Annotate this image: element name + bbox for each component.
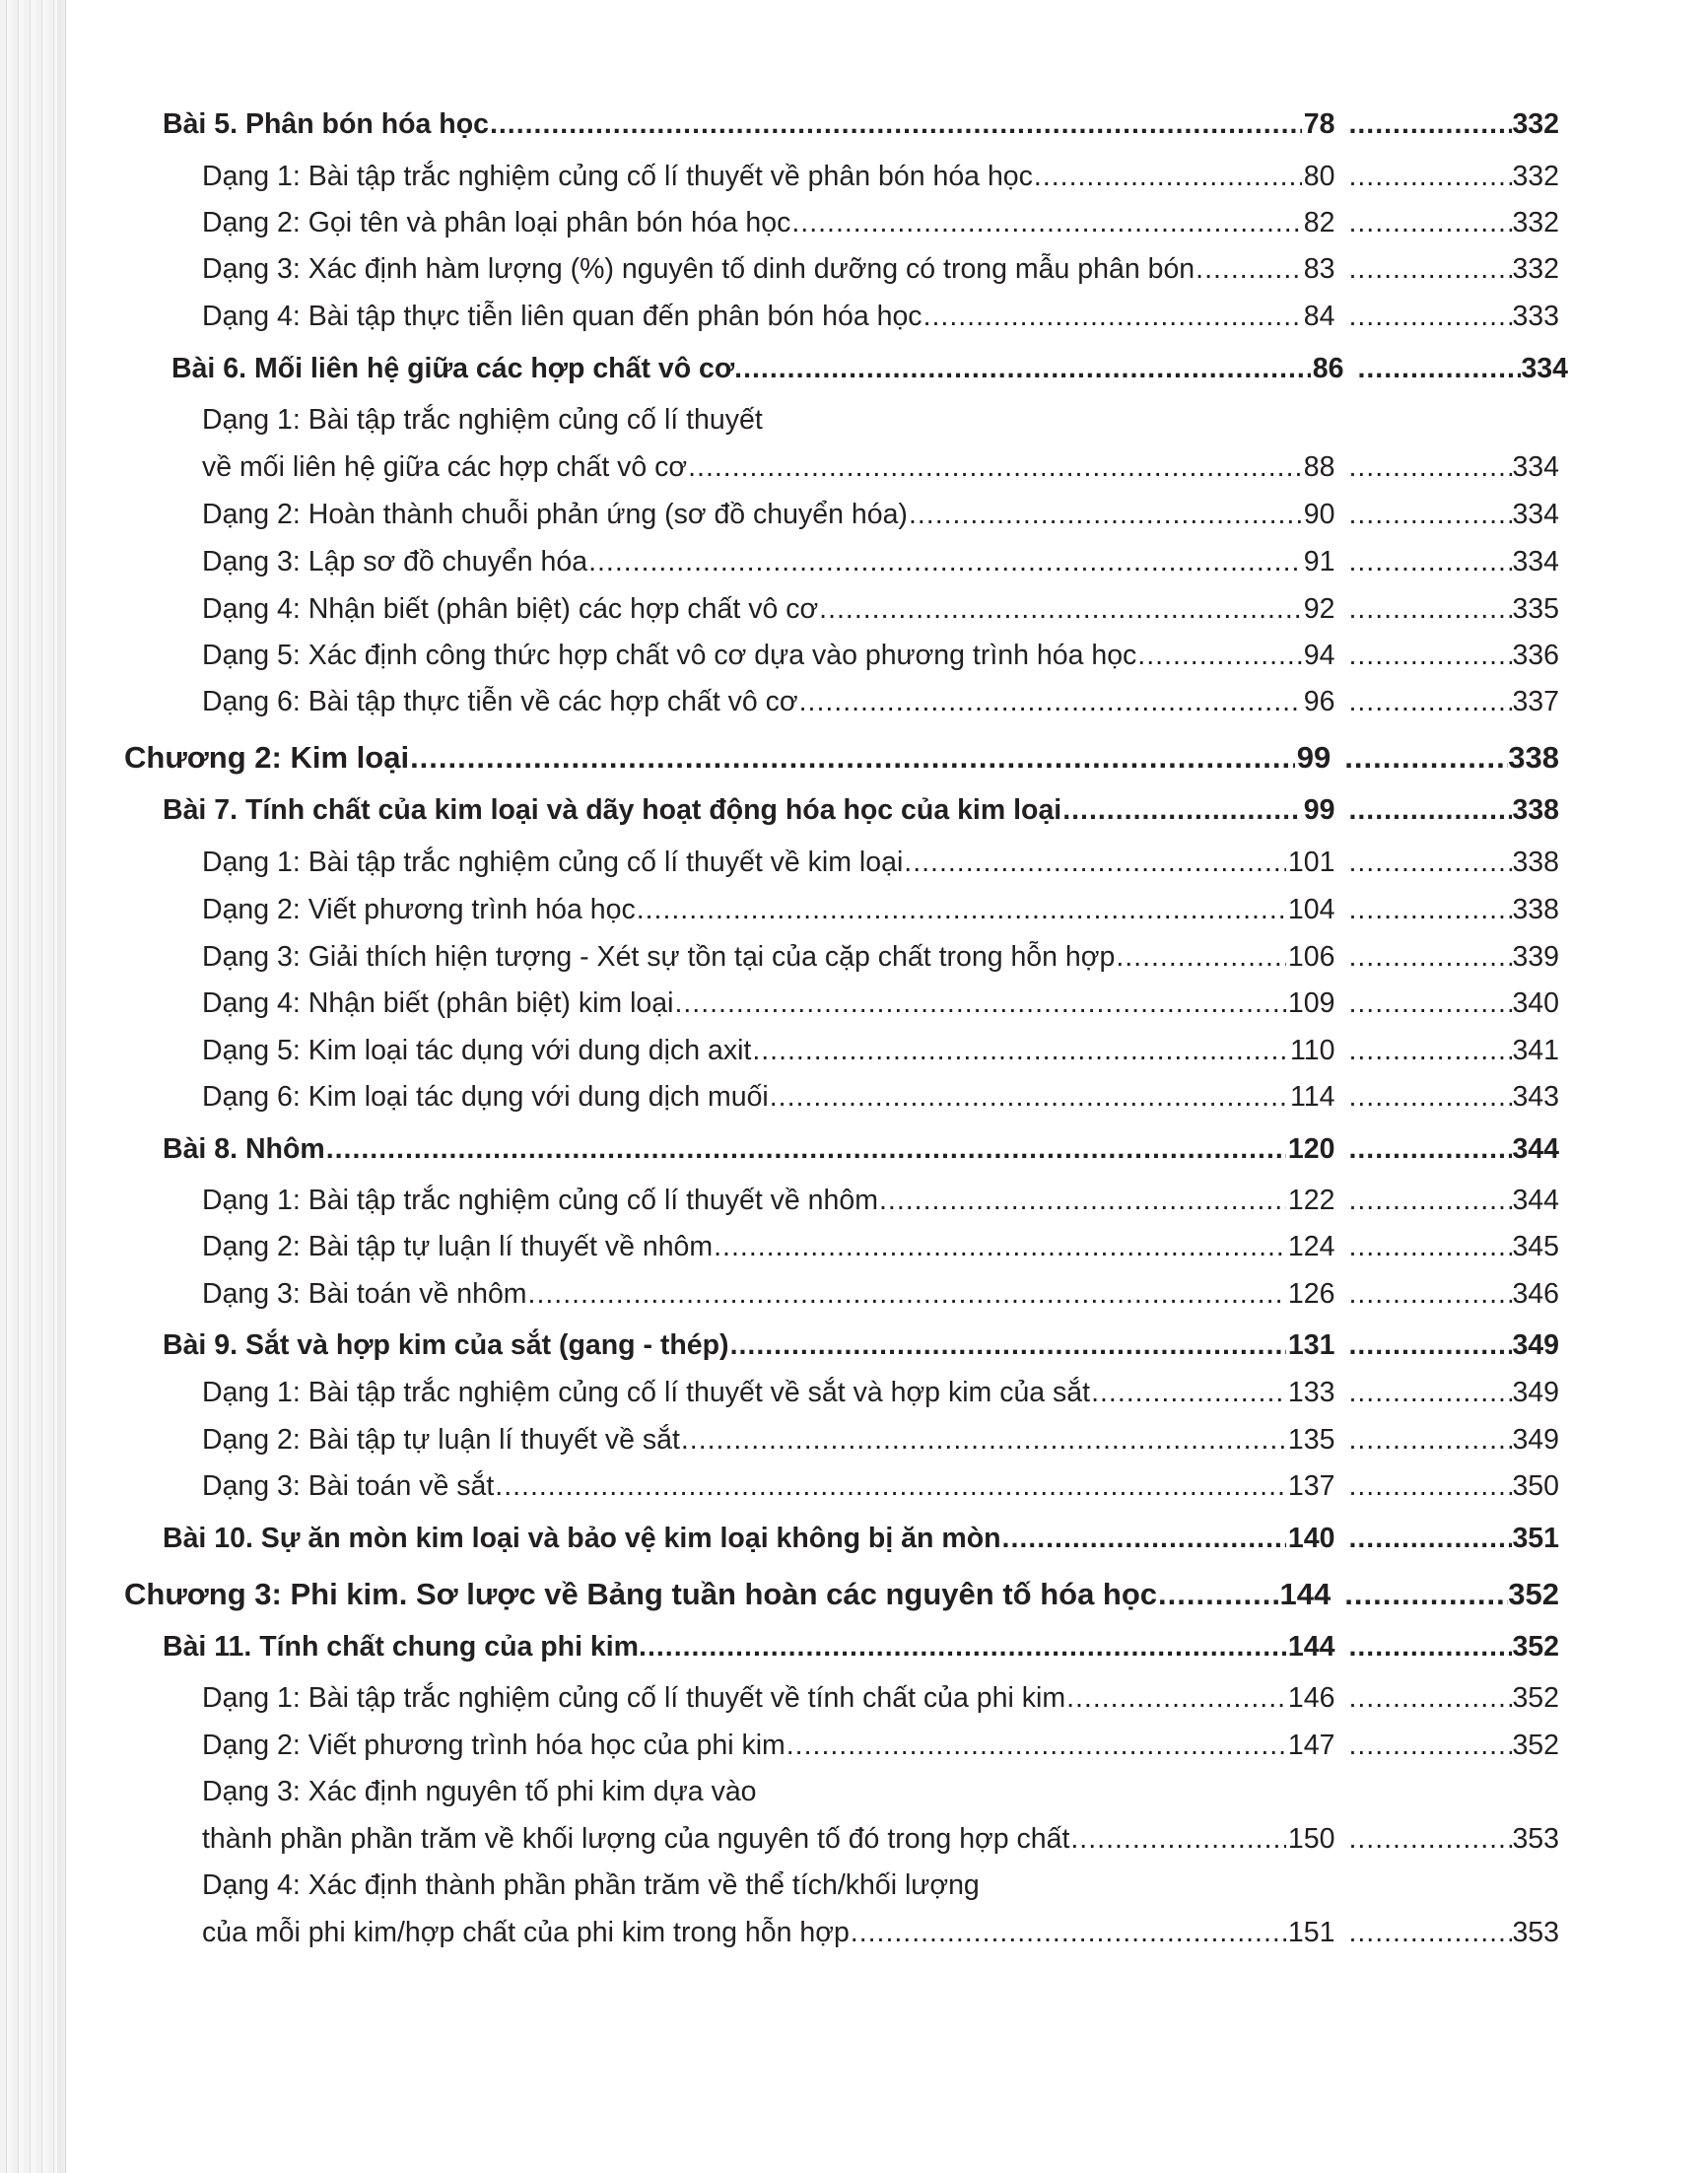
toc-entry-title: Chương 2: Kim loại — [124, 740, 410, 775]
dot-leader — [1348, 989, 1512, 1018]
toc-lesson-row[interactable] — [171, 355, 1568, 383]
dot-leader — [1348, 1083, 1512, 1112]
dot-leader — [1070, 1825, 1285, 1854]
toc-entry-title: Bài 7. Tính chất của kim loại và dãy hoạt động hóa học của kim loại — [163, 794, 1062, 826]
page-number-primary: 82 — [1303, 207, 1335, 238]
page-number-secondary: 349 — [1512, 1424, 1559, 1456]
page-number-primary: 92 — [1303, 593, 1335, 625]
dot-leader — [1348, 1919, 1512, 1947]
page-number-primary: 78 — [1303, 108, 1335, 140]
toc-entry-title: Chương 3: Phi kim. Sơ lược về Bảng tuần hoàn các nguyên tố hóa học — [124, 1577, 1158, 1611]
page-number-secondary: 351 — [1512, 1523, 1559, 1554]
dot-leader — [1348, 1135, 1512, 1164]
page-number-secondary: 343 — [1512, 1081, 1559, 1113]
toc-item-row[interactable] — [202, 1472, 1559, 1501]
page-number-secondary: 353 — [1512, 1823, 1559, 1855]
dot-leader — [1344, 1579, 1508, 1609]
page-number-secondary: 346 — [1512, 1278, 1559, 1310]
toc-item-row[interactable] — [202, 642, 1559, 670]
page-number-primary: 101 — [1287, 847, 1335, 878]
toc-item-row[interactable] — [202, 303, 1559, 331]
dot-leader — [743, 355, 1311, 383]
dot-leader — [1034, 163, 1302, 191]
toc-entry-title: Dạng 5: Xác định công thức hợp chất vô cơ dựa vào phương trình hóa học — [202, 640, 1137, 671]
page-number-secondary: 334 — [1512, 451, 1559, 483]
toc-entry-title: Dạng 1: Bài tập trắc nghiệm củng cố lí thuyết về kim loại — [202, 847, 904, 878]
page-number-primary: 90 — [1303, 499, 1335, 530]
page-number-secondary: 345 — [1512, 1231, 1559, 1262]
dot-leader — [791, 209, 1301, 238]
toc-chapter-row[interactable] — [124, 1579, 1559, 1609]
dot-leader — [674, 989, 1285, 1018]
page-number-primary: 135 — [1287, 1424, 1335, 1456]
toc-item-row[interactable] — [202, 209, 1559, 238]
page-number-secondary: 338 — [1512, 894, 1559, 925]
page-number-primary: 131 — [1287, 1329, 1335, 1361]
toc-entry-title: Dạng 1: Bài tập trắc nghiệm củng cố lí thuyết về tính chất của phi kim — [202, 1682, 1066, 1714]
dot-leader — [1348, 1280, 1512, 1309]
toc-item-row[interactable] — [202, 989, 1559, 1018]
page-number-primary: 80 — [1303, 161, 1335, 192]
toc-lesson-row[interactable] — [163, 1633, 1559, 1662]
toc-entry-title: Dạng 2: Viết phương trình hóa học — [202, 894, 636, 925]
toc-entry-title: Dạng 2: Hoàn thành chuỗi phản ứng (sơ đồ chuyển hóa) — [202, 499, 908, 530]
toc-entry-title: Dạng 3: Xác định nguyên tố phi kim dựa vào — [202, 1776, 757, 1807]
toc-item-row[interactable] — [202, 1187, 1559, 1215]
toc-item-row[interactable] — [202, 501, 1559, 529]
page-number-primary: 94 — [1303, 640, 1335, 671]
toc-entry-title: Bài 5. Phân bón hóa học — [163, 108, 489, 140]
dot-leader — [799, 688, 1302, 716]
page-number-secondary: 338 — [1512, 794, 1559, 826]
page-number-primary: 110 — [1290, 1035, 1335, 1066]
dot-leader — [1091, 1379, 1286, 1407]
dot-leader — [1348, 642, 1512, 670]
toc-item-row[interactable] — [202, 255, 1559, 284]
toc-entry-title: Dạng 3: Giải thích hiện tượng - Xét sự tồn tại của cặp chất trong hỗn hợp — [202, 941, 1116, 973]
page-number-primary: 122 — [1287, 1185, 1335, 1216]
dot-leader — [752, 1037, 1288, 1065]
toc-item-row[interactable] — [202, 1379, 1559, 1407]
toc-item-row[interactable] — [202, 453, 1559, 482]
toc-entry-title: Bài 8. Nhôm — [163, 1133, 325, 1165]
page-number-secondary: 340 — [1512, 987, 1559, 1019]
toc-entry-title: Dạng 4: Xác định thành phần phần trăm về thể tích/khối lượng — [202, 1869, 980, 1901]
dot-leader — [1357, 355, 1521, 383]
page-number-secondary: 336 — [1512, 640, 1559, 671]
page-number-secondary: 334 — [1512, 499, 1559, 530]
dot-leader — [1348, 209, 1512, 238]
toc-entry-title: thành phần phần trăm về khối lượng của nguyên tố đó trong hợp chất — [202, 1823, 1070, 1855]
toc-plain-row[interactable] — [202, 406, 763, 435]
page-number-primary: 124 — [1287, 1231, 1335, 1262]
dot-leader — [1116, 943, 1286, 972]
toc-entry-title: về mối liên hệ giữa các hợp chất vô cơ — [202, 451, 688, 483]
dot-leader — [681, 1426, 1286, 1455]
dot-leader — [1348, 1233, 1512, 1261]
toc-lesson-row[interactable] — [163, 1135, 1559, 1164]
page-number-primary: 84 — [1303, 301, 1335, 332]
toc-lesson-row[interactable] — [163, 1525, 1559, 1553]
toc-item-row[interactable] — [202, 849, 1559, 877]
dot-leader — [879, 1187, 1286, 1215]
toc-item-row[interactable] — [202, 548, 1559, 577]
toc-entry-title: Dạng 6: Kim loại tác dụng với dung dịch muối — [202, 1081, 769, 1113]
page-number-secondary: 352 — [1508, 1577, 1559, 1611]
dot-leader — [495, 1472, 1286, 1501]
page-number-secondary: 333 — [1512, 301, 1559, 332]
dot-leader — [1348, 1037, 1512, 1065]
page-number-secondary: 334 — [1521, 353, 1568, 384]
page-number-primary: 126 — [1287, 1278, 1335, 1310]
toc-entry-title: Dạng 3: Xác định hàm lượng (%) nguyên tố dinh dưỡng có trong mẫu phân bón — [202, 253, 1196, 285]
toc-lesson-row[interactable] — [163, 1331, 1559, 1360]
page-number-primary: 146 — [1287, 1682, 1335, 1714]
dot-leader — [786, 1732, 1286, 1760]
page-number-secondary: 338 — [1508, 740, 1559, 775]
dot-leader — [1348, 255, 1512, 284]
page-number-primary: 99 — [1303, 794, 1335, 826]
toc-entry-title: Dạng 1: Bài tập trắc nghiệm củng cố lí thuyết về nhôm — [202, 1185, 878, 1216]
page-number-primary: 91 — [1303, 546, 1335, 577]
page-number-primary: 144 — [1279, 1577, 1332, 1611]
toc-entry-title: Dạng 2: Viết phương trình hóa học của phi kim — [202, 1730, 786, 1761]
toc-lesson-row[interactable] — [163, 796, 1559, 825]
dot-leader — [588, 548, 1302, 577]
toc-plain-row[interactable] — [202, 1778, 757, 1806]
dot-leader — [528, 1280, 1286, 1309]
dot-leader — [1002, 1525, 1286, 1553]
page-number-primary: 109 — [1287, 987, 1335, 1019]
toc-lesson-row[interactable] — [163, 110, 1559, 139]
toc-entry-title: Dạng 4: Nhận biết (phân biệt) các hợp chất vô cơ — [202, 593, 819, 625]
page-number-secondary: 353 — [1512, 1917, 1559, 1948]
page-number-primary: 86 — [1312, 353, 1344, 384]
dot-leader — [1344, 742, 1508, 773]
dot-leader — [1348, 501, 1512, 529]
toc-item-row[interactable] — [202, 1426, 1559, 1455]
toc-item-row[interactable] — [202, 1732, 1559, 1760]
toc-entry-title: Dạng 2: Gọi tên và phân loại phân bón hóa học — [202, 207, 791, 238]
dot-leader — [1348, 943, 1512, 972]
page-number-secondary: 341 — [1512, 1035, 1559, 1066]
dot-leader — [1348, 849, 1512, 877]
toc-entry-title: Dạng 1: Bài tập trắc nghiệm củng cố lí thuyết về phân bón hóa học — [202, 161, 1033, 192]
page-number-primary: 133 — [1287, 1377, 1335, 1408]
toc-entry-title: Dạng 2: Bài tập tự luận lí thuyết về sắt — [202, 1424, 680, 1456]
dot-leader — [730, 1331, 1286, 1360]
page-number-primary: 96 — [1303, 686, 1335, 717]
page-number-secondary: 337 — [1512, 686, 1559, 717]
dot-leader — [410, 742, 1295, 773]
toc-chapter-row[interactable] — [124, 742, 1559, 773]
page-number-primary: 147 — [1287, 1730, 1335, 1761]
dot-leader — [1348, 1525, 1512, 1553]
dot-leader — [1062, 796, 1302, 825]
toc-item-row[interactable] — [202, 943, 1559, 972]
dot-leader — [1158, 1579, 1277, 1609]
page-number-secondary: 352 — [1512, 1682, 1559, 1714]
dot-leader — [1066, 1684, 1286, 1713]
toc-item-row[interactable] — [202, 1083, 1559, 1112]
dot-leader — [909, 501, 1302, 529]
toc-entry-title: Dạng 1: Bài tập trắc nghiệm củng cố lí thuyết — [202, 404, 763, 436]
toc-item-row[interactable] — [202, 163, 1559, 191]
toc-entry-title: của mỗi phi kim/hợp chất của phi kim trong hỗn hợp — [202, 1917, 850, 1948]
page-number-primary: 88 — [1303, 451, 1335, 483]
dot-leader — [1348, 1472, 1512, 1501]
dot-leader — [1196, 255, 1302, 284]
dot-leader — [637, 896, 1286, 924]
dot-leader — [851, 1919, 1286, 1947]
dot-leader — [1348, 1684, 1512, 1713]
toc-item-row[interactable] — [202, 1919, 1559, 1947]
toc-entry-title: Dạng 1: Bài tập trắc nghiệm củng cố lí thuyết về sắt và hợp kim của sắt — [202, 1377, 1091, 1408]
page-number-primary: 150 — [1287, 1823, 1335, 1855]
page-number-primary: 140 — [1287, 1523, 1335, 1554]
dot-leader — [923, 303, 1302, 331]
dot-leader — [326, 1135, 1286, 1164]
dot-leader — [1348, 896, 1512, 924]
page-number-primary: 144 — [1287, 1631, 1335, 1663]
dot-leader — [770, 1083, 1288, 1112]
dot-leader — [1348, 595, 1512, 624]
dot-leader — [1348, 1825, 1512, 1854]
page-number-secondary: 332 — [1512, 108, 1559, 140]
toc-entry-title: Dạng 3: Bài toán về sắt — [202, 1470, 495, 1502]
toc-entry-title: Dạng 4: Bài tập thực tiễn liên quan đến phân bón hóa học — [202, 301, 922, 332]
toc-entry-title: Dạng 6: Bài tập thực tiễn về các hợp chất vô cơ — [202, 686, 798, 717]
page-number-primary: 83 — [1303, 253, 1335, 285]
toc-item-row[interactable] — [202, 595, 1559, 624]
toc-entry-title: Bài 10. Sự ăn mòn kim loại và bảo vệ kim loại không bị ăn mòn — [163, 1523, 1001, 1554]
page-number-primary: 137 — [1287, 1470, 1335, 1502]
toc-item-row[interactable] — [202, 896, 1559, 924]
dot-leader — [1348, 453, 1512, 482]
dot-leader — [1348, 688, 1512, 716]
page-number-primary: 99 — [1296, 740, 1332, 775]
toc-item-row[interactable] — [202, 688, 1559, 716]
toc-entry-title: Bài 6. Mối liên hệ giữa các hợp chất vô cơ. — [171, 353, 743, 384]
dot-leader — [490, 110, 1302, 139]
dot-leader — [904, 849, 1286, 877]
dot-leader — [1348, 303, 1512, 331]
page-number-secondary: 349 — [1512, 1377, 1559, 1408]
toc-item-row[interactable] — [202, 1233, 1559, 1261]
toc-item-row[interactable] — [202, 1684, 1559, 1713]
page-number-secondary: 344 — [1512, 1185, 1559, 1216]
dot-leader — [688, 453, 1302, 482]
page-number-secondary: 352 — [1512, 1730, 1559, 1761]
toc-entry-title: Dạng 3: Bài toán về nhôm — [202, 1278, 527, 1310]
dot-leader — [1348, 110, 1512, 139]
toc-item-row[interactable] — [202, 1825, 1559, 1854]
dot-leader — [1137, 642, 1301, 670]
page-number-secondary: 350 — [1512, 1470, 1559, 1502]
page-number-secondary: 332 — [1512, 207, 1559, 238]
toc-plain-row[interactable] — [202, 1871, 980, 1900]
page-number-secondary: 334 — [1512, 546, 1559, 577]
dot-leader — [1348, 796, 1512, 825]
toc-item-row[interactable] — [202, 1037, 1559, 1065]
dot-leader — [714, 1233, 1286, 1261]
dot-leader — [1348, 1187, 1512, 1215]
toc-entry-title: Dạng 5: Kim loại tác dụng với dung dịch axit — [202, 1035, 752, 1066]
dot-leader — [1348, 548, 1512, 577]
page-number-primary: 151 — [1287, 1917, 1335, 1948]
page-number-primary: 104 — [1287, 894, 1335, 925]
dot-leader — [1348, 1426, 1512, 1455]
page-number-primary: 106 — [1287, 941, 1335, 973]
toc-item-row[interactable] — [202, 1280, 1559, 1309]
toc-entry-title: Bài 11. Tính chất chung của phi kim. — [163, 1631, 647, 1663]
page-number-secondary: 344 — [1512, 1133, 1559, 1165]
dot-leader — [1348, 1331, 1512, 1360]
dot-leader — [819, 595, 1302, 624]
page-number-secondary: 352 — [1512, 1631, 1559, 1663]
page-number-primary: 120 — [1287, 1133, 1335, 1165]
toc-entry-title: Dạng 2: Bài tập tự luận lí thuyết về nhôm — [202, 1231, 714, 1262]
toc-entry-title: Dạng 3: Lập sơ đồ chuyển hóa — [202, 546, 588, 577]
dot-leader — [1348, 1379, 1512, 1407]
page-number-secondary: 335 — [1512, 593, 1559, 625]
dot-leader — [1348, 163, 1512, 191]
toc-entry-title: Dạng 4: Nhận biết (phân biệt) kim loại — [202, 987, 674, 1019]
page-number-secondary: 349 — [1512, 1329, 1559, 1361]
dot-leader — [1348, 1633, 1512, 1662]
page-number-secondary: 332 — [1512, 161, 1559, 192]
dot-leader — [648, 1633, 1286, 1662]
page-number-secondary: 339 — [1512, 941, 1559, 973]
page-number-secondary: 338 — [1512, 847, 1559, 878]
page-number-secondary: 332 — [1512, 253, 1559, 285]
toc-entry-title: Bài 9. Sắt và hợp kim của sắt (gang - thép) — [163, 1329, 729, 1361]
dot-leader — [1348, 1732, 1512, 1760]
page-number-primary: 114 — [1290, 1081, 1335, 1113]
